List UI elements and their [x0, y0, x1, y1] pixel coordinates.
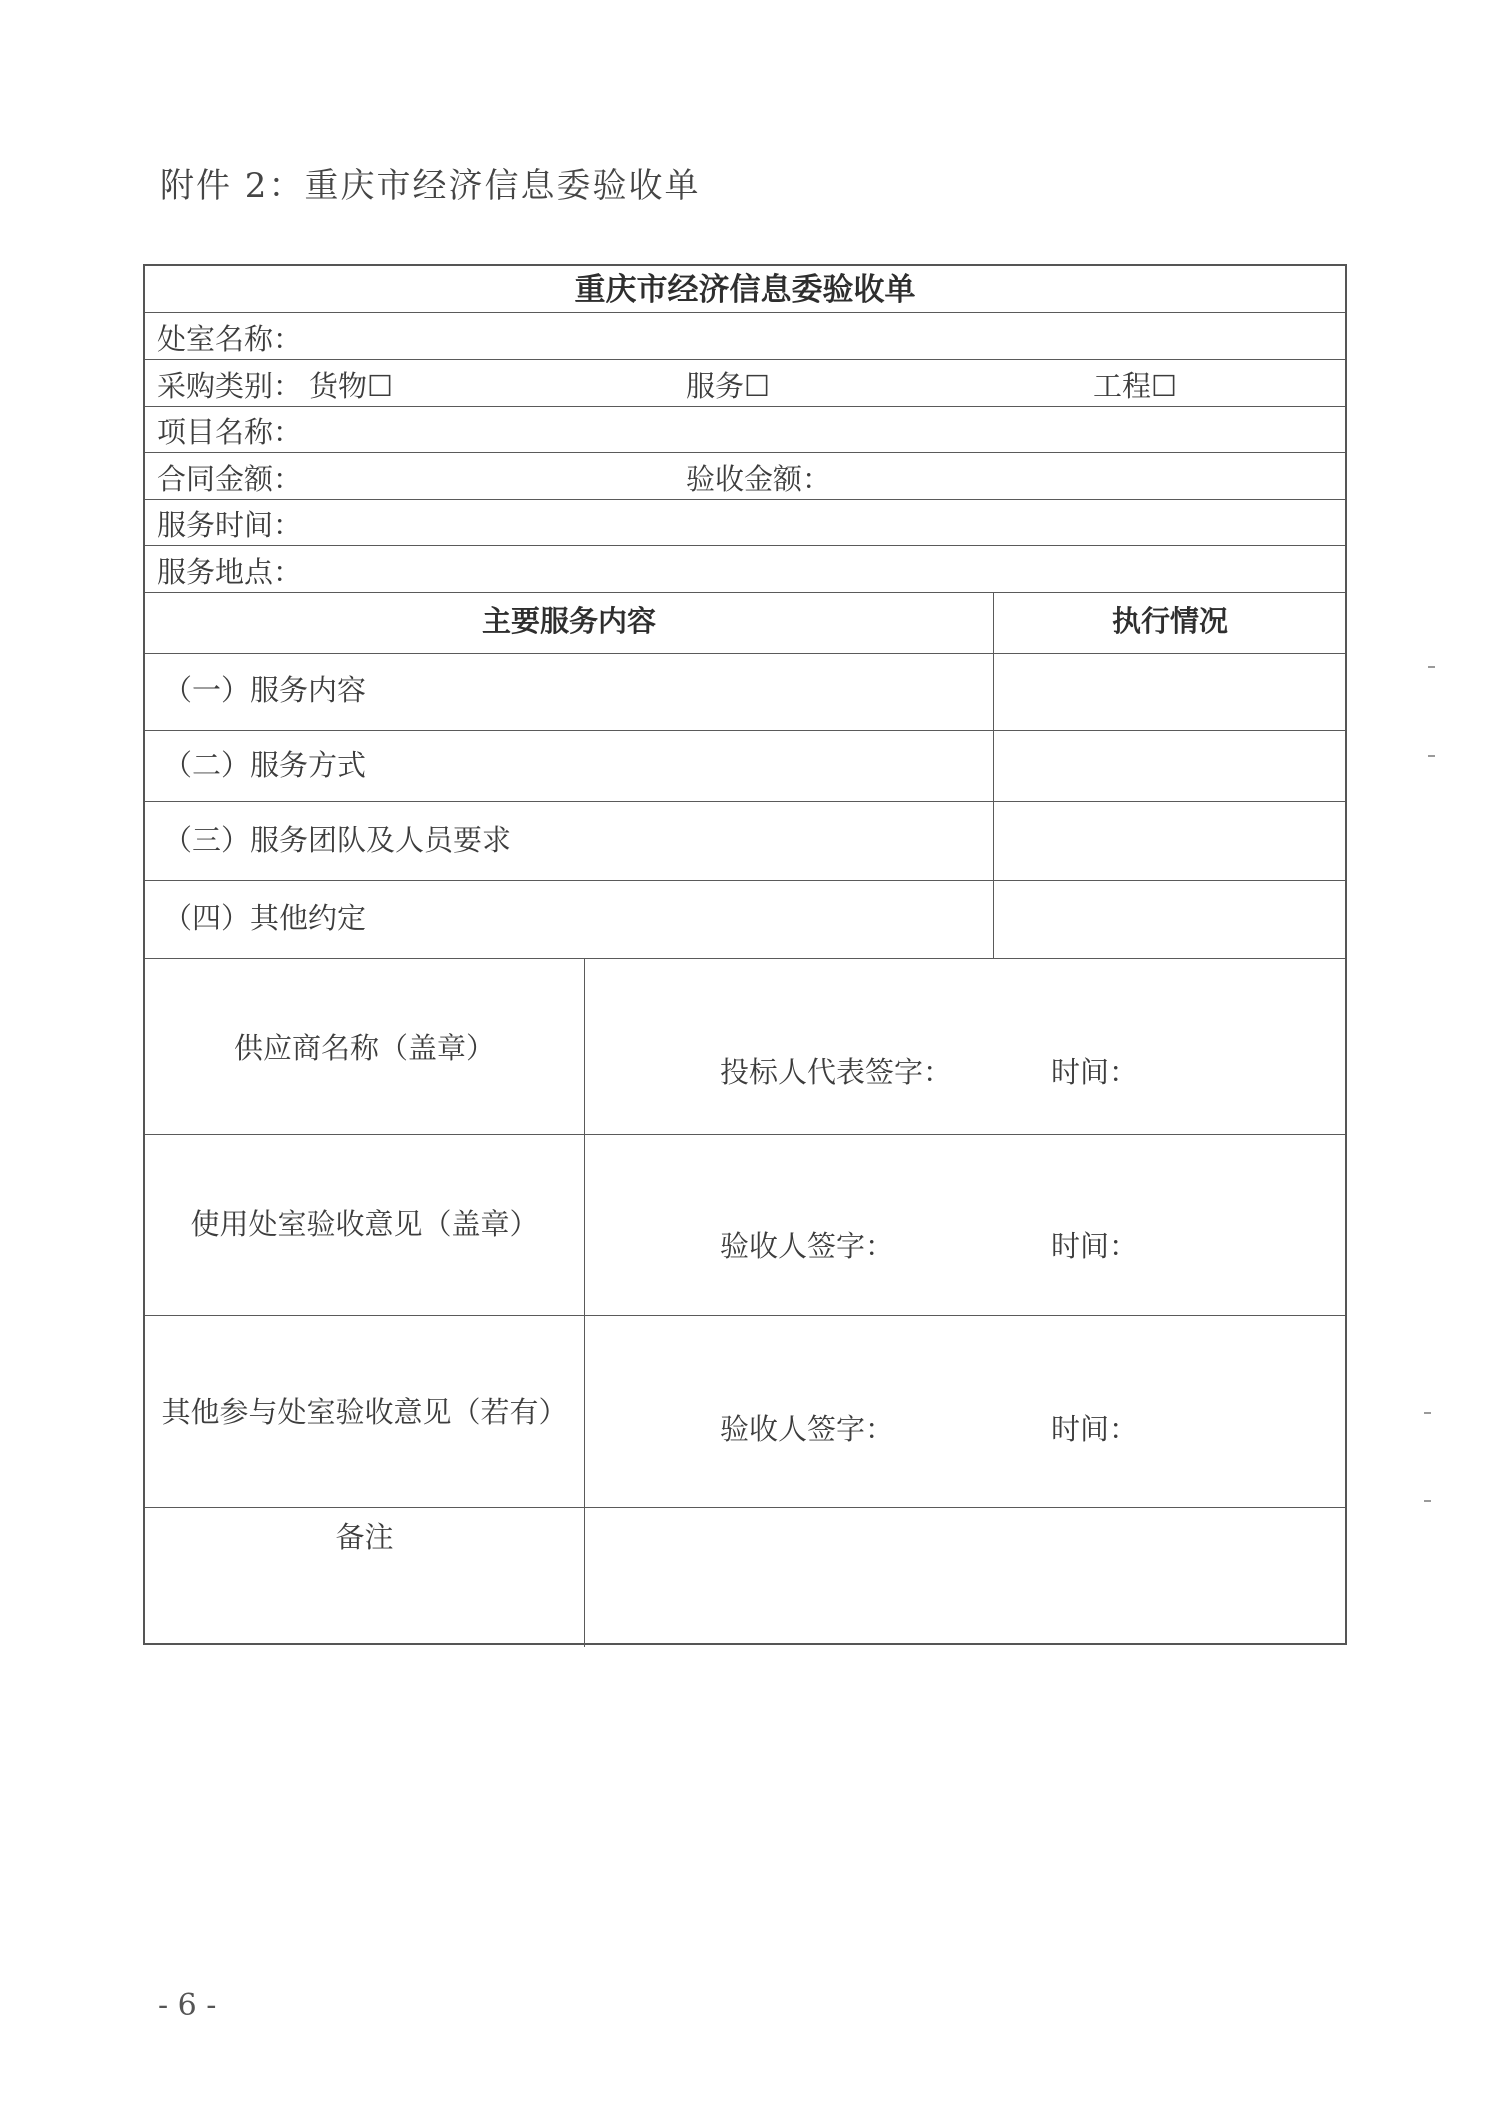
row-divider	[145, 653, 1345, 654]
row-divider	[145, 545, 1345, 546]
row-divider	[145, 359, 1345, 360]
item-team-requirements: （三）服务团队及人员要求	[163, 823, 512, 857]
supplier-label: 供应商名称（盖章）	[233, 1031, 495, 1065]
row-divider	[145, 880, 1345, 881]
column-divider	[584, 958, 585, 1647]
item-other-agreements: （四）其他约定	[163, 901, 367, 935]
department-opinion-label: 使用处室验收意见（盖章）	[190, 1207, 539, 1241]
row-divider	[145, 1507, 1345, 1508]
bidder-signature-label: 投标人代表签字：	[720, 1055, 953, 1089]
remarks-label: 备注	[335, 1520, 394, 1554]
row-divider	[145, 1134, 1345, 1135]
contract-amount-label: 合同金额：	[157, 462, 303, 496]
service-checkbox[interactable]: 服务☐	[686, 369, 770, 403]
row-divider	[145, 1315, 1345, 1316]
acceptance-amount-label: 验收金额：	[686, 462, 832, 496]
procurement-label: 采购类别：	[157, 369, 303, 403]
other-time-label: 时间：	[1051, 1412, 1139, 1446]
row-divider	[145, 958, 1345, 959]
goods-checkbox[interactable]: 货物☐	[309, 369, 393, 403]
form-title: 重庆市经济信息委验收单	[574, 272, 916, 308]
row-divider	[145, 499, 1345, 500]
scan-mark	[1428, 755, 1435, 757]
acceptor-signature-label: 验收人签字：	[720, 1229, 895, 1263]
project-label: 项目名称：	[157, 415, 303, 449]
scan-mark	[1428, 666, 1435, 668]
supplier-time-label: 时间：	[1051, 1055, 1139, 1089]
row-divider	[145, 592, 1345, 593]
department-time-label: 时间：	[1051, 1229, 1139, 1263]
item-service-method: （二）服务方式	[163, 748, 367, 782]
row-divider	[145, 452, 1345, 453]
scan-mark	[1424, 1500, 1431, 1502]
engineering-checkbox[interactable]: 工程☐	[1093, 369, 1177, 403]
scan-mark	[1424, 1412, 1431, 1414]
execution-header: 执行情况	[1111, 604, 1228, 638]
other-acceptor-signature-label: 验收人签字：	[720, 1412, 895, 1446]
row-divider	[145, 406, 1345, 407]
service-location-label: 服务地点：	[157, 555, 303, 589]
page-number: - 6 -	[158, 1988, 217, 2023]
column-divider	[993, 592, 994, 958]
content-header: 主要服务内容	[481, 604, 656, 638]
row-divider	[145, 312, 1345, 313]
row-divider	[145, 801, 1345, 802]
acceptance-form	[143, 264, 1347, 1645]
department-label: 处室名称：	[157, 322, 303, 356]
row-divider	[145, 730, 1345, 731]
item-service-content: （一）服务内容	[163, 673, 367, 707]
other-department-opinion-label: 其他参与处室验收意见（若有）	[161, 1395, 568, 1429]
service-time-label: 服务时间：	[157, 508, 303, 542]
attachment-title: 附件 2：重庆市经济信息委验收单	[160, 166, 701, 206]
